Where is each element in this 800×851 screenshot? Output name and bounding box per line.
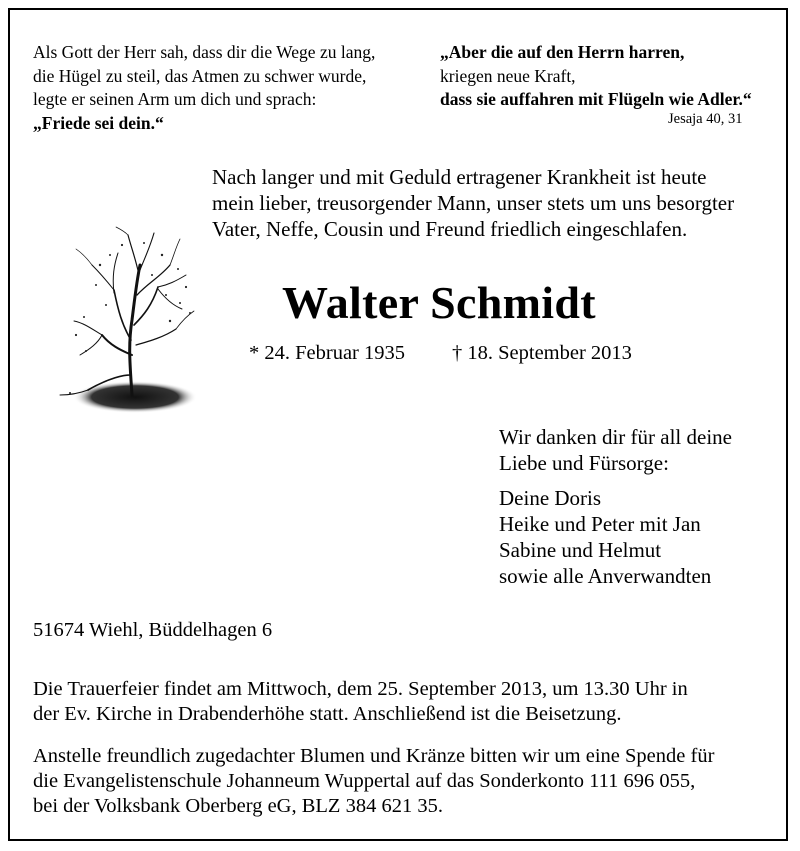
poem-left xyxy=(33,41,375,135)
intro-line: mein lieber, treusorgender Mann, unser stets um uns besorgter xyxy=(212,191,735,215)
thanks-text xyxy=(499,424,732,476)
donation-line: bei der Volksbank Oberberg eG, BLZ 384 621 35. xyxy=(33,795,443,817)
tree-branches xyxy=(60,227,194,395)
ceremony-line: der Ev. Kirche in Drabenderhöhe statt. Anschließend ist die Beisetzung. xyxy=(33,703,622,725)
verse-reference: Jesaja 40, 31 xyxy=(668,111,743,127)
ceremony-line: Die Trauerfeier findet am Mittwoch, dem 25. September 2013, um 13.30 Uhr in xyxy=(33,678,688,700)
tree-ground-shadow xyxy=(73,381,197,413)
poem-left-line: Als Gott der Herr sah, dass dir die Wege zu lang, xyxy=(33,42,376,62)
intro-line: Vater, Neffe, Cousin und Freund friedlich eingeschlafen. xyxy=(212,217,688,241)
deceased-name: Walter Schmidt xyxy=(282,277,596,328)
ceremony-info xyxy=(33,677,688,727)
thanks-line: Liebe und Fürsorge: xyxy=(499,451,669,475)
intro-text xyxy=(212,164,734,242)
bible-verse xyxy=(440,41,752,112)
family-member: Heike und Peter mit Jan xyxy=(499,512,701,536)
family-member: Sabine und Helmut xyxy=(499,538,662,562)
donation-info xyxy=(33,744,714,819)
donation-line: Anstelle freundlich zugedachter Blumen und Kränze bitten wir um eine Spende für xyxy=(33,745,715,767)
birth-date: * 24. Februar 1935 xyxy=(249,342,406,364)
family-list xyxy=(499,485,711,589)
poem-left-line: „Friede sei dein.“ xyxy=(33,112,164,133)
donation-line: die Evangelistenschule Johanneum Wuppertal auf das Sonderkonto 111 696 055, xyxy=(33,770,696,792)
verse-line: kriegen neue Kraft, xyxy=(440,65,576,86)
family-member: sowie alle Anverwandten xyxy=(499,564,712,588)
intro-line: Nach langer und mit Geduld ertragener Krankheit ist heute xyxy=(212,165,707,189)
family-member: Deine Doris xyxy=(499,486,602,510)
death-date: † 18. September 2013 xyxy=(452,342,632,364)
poem-left-line: die Hügel zu steil, das Atmen zu schwer wurde, xyxy=(33,65,367,86)
thanks-line: Wir danken dir für all deine xyxy=(499,425,732,449)
verse-line: „Aber die auf den Herrn harren, xyxy=(440,42,685,62)
verse-line: dass sie auffahren mit Flügeln wie Adler.“ xyxy=(440,89,752,109)
address: 51674 Wiehl, Büddelhagen 6 xyxy=(33,619,273,641)
tree-icon xyxy=(40,225,200,420)
poem-left-line: legte er seinen Arm um dich und sprach: xyxy=(33,89,317,109)
